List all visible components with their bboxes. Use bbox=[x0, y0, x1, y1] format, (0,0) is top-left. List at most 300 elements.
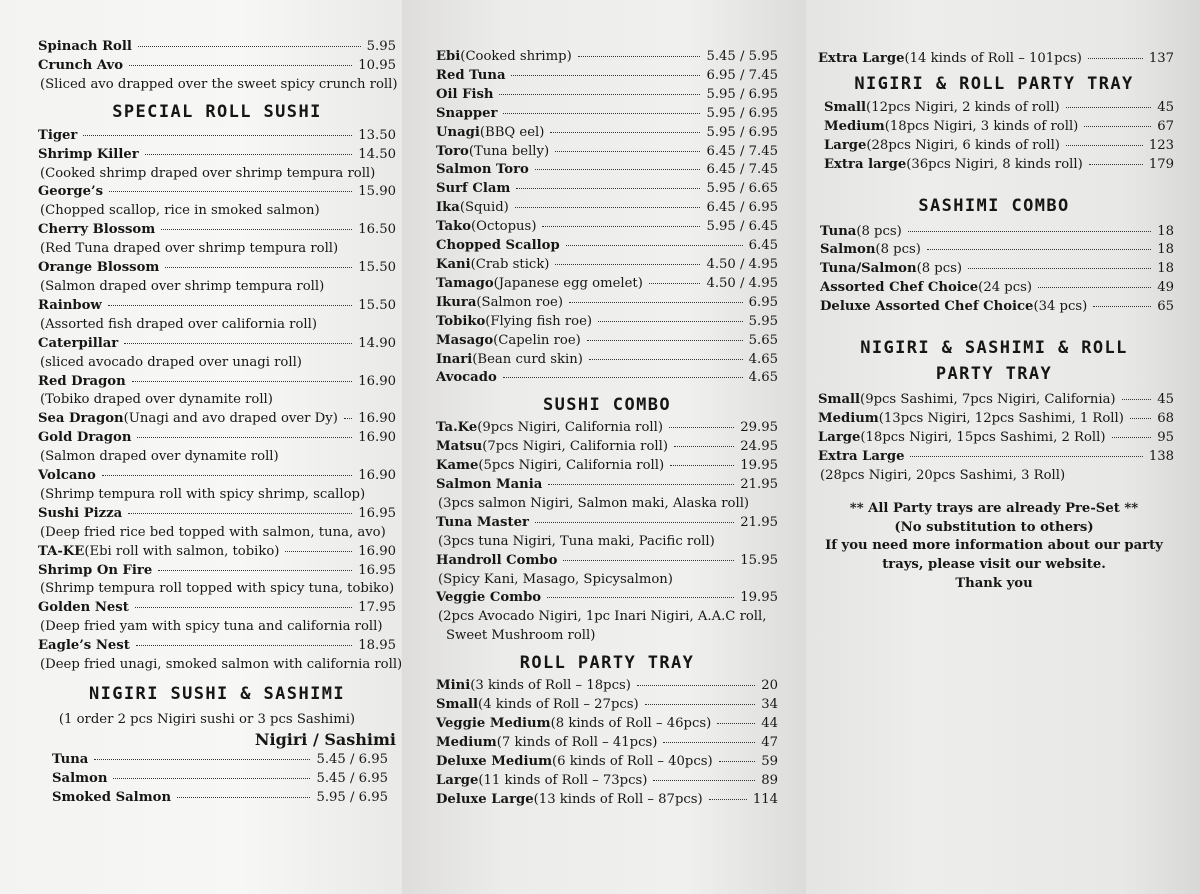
item-price: 16.90 bbox=[358, 430, 396, 446]
item-detail: (4 kinds of Roll – 27pcs) bbox=[478, 697, 639, 713]
leader-dots bbox=[566, 245, 743, 246]
leader-dots bbox=[535, 522, 734, 523]
item-price: 68 bbox=[1157, 410, 1174, 426]
item-detail: (9pcs Nigiri, California roll) bbox=[477, 420, 663, 436]
item-price: 95 bbox=[1157, 429, 1174, 445]
item-name: Medium bbox=[818, 410, 879, 426]
item-name: Golden Nest bbox=[38, 600, 129, 616]
menu-item bbox=[38, 57, 396, 76]
item-name: Rainbow bbox=[38, 297, 102, 313]
menu-item bbox=[38, 562, 396, 581]
item-name: Sea Dragon bbox=[38, 411, 124, 427]
item-price: 44 bbox=[761, 716, 778, 731]
item-detail: (BBQ eel) bbox=[479, 124, 545, 140]
menu-item bbox=[436, 67, 778, 86]
menu-item bbox=[38, 127, 396, 146]
item-name: Avocado bbox=[436, 370, 497, 386]
nigiri-column-header: Nigiri / Sashimi bbox=[254, 729, 396, 749]
item-name: Ebi bbox=[436, 49, 461, 64]
leader-dots bbox=[674, 446, 734, 447]
item-name: Toro bbox=[436, 143, 469, 159]
item-price: 14.50 bbox=[358, 146, 396, 162]
item-detail: (7pcs Nigiri, California roll) bbox=[482, 439, 668, 455]
menu-item bbox=[436, 369, 778, 388]
item-description: (Spicy Kani, Masago, Spicysalmon) bbox=[438, 571, 673, 587]
item-name: Tamago bbox=[436, 275, 494, 291]
item-description: (Red Tuna draped over shrimp tempura roll) bbox=[40, 241, 339, 257]
menu-item bbox=[436, 696, 778, 715]
item-description: (Assorted fish draped over california roll) bbox=[40, 316, 318, 332]
leader-dots bbox=[516, 188, 700, 189]
section-title-special-roll: SPECIAL ROLL SUSHI bbox=[112, 101, 322, 122]
item-name: Spinach Roll bbox=[38, 39, 132, 54]
item-name: Tuna Master bbox=[436, 514, 529, 530]
menu-item bbox=[52, 770, 388, 789]
item-name: Deluxe Assorted Chef Choice bbox=[820, 299, 1034, 315]
item-name: Small bbox=[436, 697, 479, 713]
item-price: 5.95 / 6.95 bbox=[706, 86, 778, 102]
section-title-nigiri-roll-tray: NIGIRI & ROLL PARTY TRAY bbox=[854, 73, 1134, 94]
item-price: 18 bbox=[1157, 261, 1174, 277]
item-price: 138 bbox=[1148, 448, 1174, 464]
leader-dots bbox=[1066, 107, 1152, 108]
menu-item bbox=[818, 391, 1174, 410]
item-description: (3pcs salmon Nigiri, Salmon maki, Alaska roll) bbox=[438, 495, 750, 511]
item-name: TA-KE bbox=[38, 543, 85, 559]
item-price: 20 bbox=[761, 678, 778, 694]
item-description: (Shrimp tempura roll topped with spicy tuna, tobiko) bbox=[40, 581, 395, 597]
leader-dots bbox=[709, 799, 747, 800]
menu-item bbox=[820, 260, 1174, 279]
item-name: Deluxe Large bbox=[436, 791, 534, 807]
leader-dots bbox=[136, 645, 352, 646]
item-detail: (11 kinds of Roll – 73pcs) bbox=[478, 772, 648, 788]
item-name: Volcano bbox=[38, 468, 96, 484]
item-name: Inari bbox=[436, 351, 473, 367]
leader-dots bbox=[1088, 58, 1143, 59]
leader-dots bbox=[503, 113, 700, 114]
leader-dots bbox=[548, 484, 734, 485]
item-name: Ta.Ke bbox=[436, 420, 478, 436]
note-line: Thank you bbox=[955, 576, 1033, 592]
item-name: Tiger bbox=[38, 127, 78, 143]
item-price: 15.50 bbox=[358, 297, 396, 313]
note-line: If you need more information about our party bbox=[825, 538, 1163, 554]
menu-item bbox=[436, 438, 778, 457]
menu-panel-left bbox=[0, 0, 402, 894]
leader-dots bbox=[499, 94, 700, 95]
menu-item bbox=[436, 199, 778, 218]
nigiri-note: (1 order 2 pcs Nigiri sushi or 3 pcs Sashimi) bbox=[58, 712, 356, 727]
item-name: Surf Clam bbox=[436, 181, 511, 197]
leader-dots bbox=[161, 229, 352, 230]
item-name: Salmon bbox=[820, 242, 876, 258]
menu-item bbox=[38, 183, 396, 202]
menu-item bbox=[436, 256, 778, 275]
item-detail: (Unagi and avo draped over Dy) bbox=[123, 411, 338, 427]
item-name: George’s bbox=[38, 184, 104, 200]
item-name: Sushi Pizza bbox=[38, 505, 123, 521]
item-name: Masago bbox=[436, 332, 494, 348]
item-name: Large bbox=[436, 772, 479, 788]
item-price: 5.95 / 6.95 bbox=[316, 789, 388, 805]
menu-item bbox=[38, 38, 396, 57]
roll-party-tray-list bbox=[436, 677, 778, 809]
item-name: Chopped Scallop bbox=[436, 238, 560, 254]
item-description: (Shrimp tempura roll with spicy shrimp, scallop) bbox=[40, 486, 366, 502]
item-name: Handroll Combo bbox=[436, 552, 558, 568]
item-price: 45 bbox=[1157, 392, 1174, 408]
item-name: Medium bbox=[436, 734, 497, 750]
item-name: Red Dragon bbox=[38, 373, 126, 389]
item-price: 29.95 bbox=[740, 420, 778, 436]
note-line: (No substitution to others) bbox=[894, 519, 1094, 535]
leader-dots bbox=[132, 381, 353, 382]
item-price: 5.95 bbox=[748, 313, 778, 329]
menu-item bbox=[436, 589, 778, 608]
sashimi-combo-list bbox=[814, 223, 1174, 318]
leader-dots bbox=[1089, 164, 1143, 165]
item-price: 5.95 / 6.65 bbox=[706, 181, 778, 197]
menu-item bbox=[824, 118, 1174, 137]
item-price: 16.95 bbox=[358, 562, 396, 578]
leader-dots bbox=[108, 305, 352, 306]
section-title-party-tray: PARTY TRAY bbox=[935, 364, 1053, 385]
item-name: Smoked Salmon bbox=[52, 789, 172, 805]
menu-item bbox=[436, 715, 778, 734]
leader-dots bbox=[129, 65, 352, 66]
item-name: Extra Large bbox=[818, 448, 905, 464]
item-name: Medium bbox=[824, 118, 885, 134]
item-price: 6.45 bbox=[748, 238, 778, 254]
item-detail: (Japanese egg omelet) bbox=[493, 275, 643, 291]
leader-dots bbox=[113, 778, 310, 779]
menu-item bbox=[436, 86, 778, 105]
item-price: 47 bbox=[761, 734, 778, 750]
item-name: Veggie Medium bbox=[436, 716, 551, 731]
item-detail: (28pcs Nigiri, 6 kinds of roll) bbox=[866, 137, 1060, 153]
item-price: 179 bbox=[1148, 156, 1174, 172]
section-title-roll-party-tray: ROLL PARTY TRAY bbox=[519, 653, 695, 674]
item-price: 15.50 bbox=[358, 260, 396, 276]
item-detail: (36pcs Nigiri, 8 kinds roll) bbox=[906, 156, 1083, 172]
top-items bbox=[38, 38, 396, 95]
leader-dots bbox=[137, 437, 352, 438]
item-price: 4.50 / 4.95 bbox=[706, 256, 778, 272]
section-title-nigiri-sashimi-roll: NIGIRI & SASHIMI & ROLL bbox=[860, 338, 1128, 359]
item-detail: (12pcs Nigiri, 2 kinds of roll) bbox=[866, 99, 1060, 115]
item-price: 123 bbox=[1148, 137, 1174, 153]
leader-dots bbox=[535, 169, 701, 170]
item-name: Tobiko bbox=[436, 313, 486, 329]
item-detail: (18pcs Nigiri, 3 kinds of roll) bbox=[884, 118, 1079, 134]
item-description: (Chopped scallop, rice in smoked salmon) bbox=[40, 203, 320, 219]
menu-item bbox=[436, 161, 778, 180]
item-price: 4.65 bbox=[748, 351, 778, 367]
item-price: 18.95 bbox=[358, 638, 396, 654]
item-price: 18 bbox=[1157, 223, 1174, 239]
item-price: 16.50 bbox=[358, 222, 396, 238]
item-name: Ikura bbox=[436, 294, 477, 310]
item-description: (Cooked shrimp draped over shrimp tempura roll) bbox=[40, 165, 376, 181]
item-price: 10.95 bbox=[358, 57, 396, 73]
leader-dots bbox=[717, 723, 755, 724]
item-description: (28pcs Nigiri, 20pcs Sashimi, 3 Roll) bbox=[820, 467, 1066, 483]
menu-item bbox=[38, 467, 396, 486]
item-price: 16.90 bbox=[358, 468, 396, 484]
menu-item bbox=[818, 448, 1174, 467]
item-price: 24.95 bbox=[740, 439, 778, 455]
item-name: Matsu bbox=[436, 439, 483, 455]
menu-panel-middle bbox=[402, 0, 806, 894]
leader-dots bbox=[589, 359, 743, 360]
menu-item bbox=[38, 297, 396, 316]
menu-item bbox=[436, 514, 778, 533]
item-name: Kame bbox=[436, 458, 479, 474]
item-detail: (34 pcs) bbox=[1033, 299, 1088, 315]
leader-dots bbox=[138, 46, 361, 47]
item-detail: (18pcs Nigiri, 15pcs Sashimi, 2 Roll) bbox=[860, 429, 1106, 445]
item-name: Unagi bbox=[436, 124, 480, 140]
leader-dots bbox=[637, 685, 755, 686]
item-price: 19.95 bbox=[740, 590, 778, 606]
menu-item bbox=[38, 637, 396, 656]
menu-item bbox=[436, 332, 778, 351]
leader-dots bbox=[135, 607, 352, 608]
leader-dots bbox=[511, 75, 700, 76]
menu-item bbox=[820, 279, 1174, 298]
menu-item bbox=[38, 410, 396, 429]
leader-dots bbox=[344, 418, 352, 419]
menu-item bbox=[436, 753, 778, 772]
item-price: 67 bbox=[1157, 118, 1174, 134]
leader-dots bbox=[177, 797, 310, 798]
leader-dots bbox=[109, 191, 352, 192]
nigiri-roll-tray-list bbox=[814, 99, 1174, 175]
leader-dots bbox=[1038, 287, 1151, 288]
menu-item bbox=[38, 335, 396, 354]
item-price: 4.50 / 4.95 bbox=[706, 275, 778, 291]
leader-dots bbox=[587, 340, 743, 341]
menu-item bbox=[436, 143, 778, 162]
leader-dots bbox=[578, 56, 701, 57]
party-tray-notes bbox=[814, 500, 1174, 595]
item-price: 16.90 bbox=[358, 411, 396, 427]
item-name: Small bbox=[818, 392, 861, 408]
item-name: Extra Large bbox=[818, 51, 905, 66]
item-detail: (3 kinds of Roll – 18pcs) bbox=[470, 678, 631, 694]
item-name: Tuna/Salmon bbox=[820, 261, 917, 277]
leader-dots bbox=[83, 135, 352, 136]
item-name: Caterpillar bbox=[38, 335, 119, 351]
menu-item bbox=[818, 410, 1174, 429]
item-name: Mini bbox=[436, 678, 471, 694]
item-name: Gold Dragon bbox=[38, 430, 132, 446]
item-price: 15.90 bbox=[358, 184, 396, 200]
menu-item bbox=[436, 180, 778, 199]
menu-item bbox=[436, 552, 778, 571]
leader-dots bbox=[968, 268, 1151, 269]
menu-item bbox=[824, 99, 1174, 118]
item-name: Small bbox=[824, 99, 867, 115]
item-detail: (8 pcs) bbox=[856, 223, 902, 239]
menu-item bbox=[52, 789, 388, 808]
leader-dots bbox=[927, 249, 1151, 250]
leader-dots bbox=[1084, 126, 1151, 127]
menu-item bbox=[38, 373, 396, 392]
menu-item bbox=[436, 124, 778, 143]
item-description: (Sliced avo drapped over the sweet spicy crunch roll) bbox=[40, 76, 398, 92]
leader-dots bbox=[555, 264, 700, 265]
item-price: 5.45 / 6.95 bbox=[316, 770, 388, 786]
item-price: 5.95 / 6.95 bbox=[706, 124, 778, 140]
leader-dots bbox=[645, 704, 756, 705]
menu-item bbox=[436, 294, 778, 313]
leader-dots bbox=[102, 475, 352, 476]
item-description: Sweet Mushroom roll) bbox=[446, 628, 596, 644]
menu-item bbox=[820, 241, 1174, 260]
item-detail: (6 kinds of Roll – 40pcs) bbox=[552, 753, 713, 769]
item-name: Oil Fish bbox=[436, 86, 494, 102]
item-name: Cherry Blossom bbox=[38, 222, 156, 238]
menu-item bbox=[436, 772, 778, 791]
item-name: Tuna bbox=[52, 751, 89, 767]
item-price: 6.45 / 7.45 bbox=[706, 162, 778, 178]
nigiri-list bbox=[38, 751, 396, 808]
nigiri-sashimi-roll-tray-list bbox=[814, 391, 1174, 486]
menu-item bbox=[38, 505, 396, 524]
leader-dots bbox=[1122, 399, 1152, 400]
item-name: Salmon Toro bbox=[436, 162, 529, 178]
item-name: Red Tuna bbox=[436, 67, 506, 83]
leader-dots bbox=[94, 759, 310, 760]
leader-dots bbox=[165, 267, 352, 268]
item-name: Crunch Avo bbox=[38, 57, 123, 73]
item-price: 4.65 bbox=[748, 370, 778, 386]
leader-dots bbox=[547, 597, 734, 598]
item-detail: (Cooked shrimp) bbox=[460, 49, 572, 64]
item-description: (2pcs Avocado Nigiri, 1pc Inari Nigiri, A.A.C roll, bbox=[438, 609, 767, 625]
item-price: 16.90 bbox=[358, 373, 396, 389]
menu-item bbox=[436, 48, 778, 67]
item-name: Assorted Chef Choice bbox=[820, 280, 979, 296]
item-price: 21.95 bbox=[740, 477, 778, 493]
item-price: 21.95 bbox=[740, 514, 778, 530]
item-price: 137 bbox=[1148, 51, 1174, 66]
leader-dots bbox=[515, 207, 701, 208]
item-price: 59 bbox=[761, 753, 778, 769]
leader-dots bbox=[1112, 437, 1152, 438]
item-detail: (13pcs Nigiri, 12pcs Sashimi, 1 Roll) bbox=[878, 410, 1124, 426]
item-price: 5.95 / 6.95 bbox=[706, 105, 778, 121]
leader-dots bbox=[550, 132, 700, 133]
note-line: ** All Party trays are already Pre-Set ** bbox=[849, 500, 1139, 516]
item-price: 13.50 bbox=[358, 127, 396, 143]
item-detail: (24 pcs) bbox=[978, 280, 1033, 296]
item-name: Orange Blossom bbox=[38, 260, 160, 276]
item-name: Shrimp On Fire bbox=[38, 562, 153, 578]
leader-dots bbox=[158, 570, 352, 571]
menu-item bbox=[436, 313, 778, 332]
section-title-nigiri: NIGIRI SUSHI & SASHIMI bbox=[89, 684, 345, 704]
menu-item bbox=[436, 791, 778, 810]
menu-item bbox=[38, 599, 396, 618]
special-roll-list bbox=[38, 127, 402, 675]
menu-item bbox=[436, 476, 778, 495]
item-name: Tako bbox=[436, 219, 472, 235]
item-detail: (Ebi roll with salmon, tobiko) bbox=[84, 543, 280, 559]
menu-item bbox=[436, 105, 778, 124]
leader-dots bbox=[285, 551, 352, 552]
item-detail: (8 pcs) bbox=[875, 242, 921, 258]
item-price: 15.95 bbox=[740, 552, 778, 568]
leader-dots bbox=[598, 321, 743, 322]
leader-dots bbox=[1066, 145, 1143, 146]
menu-item bbox=[818, 429, 1174, 448]
item-description: (Salmon draped over shrimp tempura roll) bbox=[40, 278, 325, 294]
menu-item bbox=[38, 429, 396, 448]
item-name: Shrimp Killer bbox=[38, 146, 139, 162]
leader-dots bbox=[719, 761, 756, 762]
leader-dots bbox=[128, 513, 352, 514]
section-title-sashimi-combo: SASHIMI COMBO bbox=[918, 195, 1070, 216]
menu-item bbox=[814, 50, 1174, 69]
item-price: 18 bbox=[1157, 242, 1174, 258]
menu-item bbox=[824, 137, 1174, 156]
item-name: Ika bbox=[436, 200, 460, 216]
leader-dots bbox=[124, 343, 352, 344]
item-detail: (Capelin roe) bbox=[493, 332, 581, 348]
leader-dots bbox=[145, 154, 353, 155]
item-price: 5.95 / 6.45 bbox=[706, 219, 778, 235]
leader-dots bbox=[563, 560, 734, 561]
leader-dots bbox=[503, 377, 743, 378]
item-price: 5.95 bbox=[366, 39, 396, 54]
menu-item bbox=[436, 275, 778, 294]
item-price: 6.95 bbox=[748, 294, 778, 310]
item-description: (Salmon draped over dynamite roll) bbox=[40, 449, 279, 465]
menu-item bbox=[38, 146, 396, 165]
leader-dots bbox=[653, 780, 755, 781]
item-name: Salmon bbox=[52, 770, 108, 786]
item-description: (Tobiko draped over dynamite roll) bbox=[40, 392, 273, 408]
item-detail: (Bean curd skin) bbox=[472, 351, 583, 367]
leader-dots bbox=[569, 302, 743, 303]
item-description: (Deep fried yam with spicy tuna and california roll) bbox=[40, 619, 383, 635]
leader-dots bbox=[910, 456, 1142, 457]
item-name: Large bbox=[818, 429, 861, 445]
item-price: 19.95 bbox=[740, 458, 778, 474]
item-price: 5.45 / 5.95 bbox=[706, 49, 778, 64]
leader-dots bbox=[542, 226, 700, 227]
item-name: Tuna bbox=[820, 223, 857, 239]
leader-dots bbox=[1093, 306, 1151, 307]
item-price: 16.90 bbox=[358, 543, 396, 559]
menu-item bbox=[436, 218, 778, 237]
item-price: 5.45 / 6.95 bbox=[316, 751, 388, 767]
item-price: 6.95 / 7.45 bbox=[706, 67, 778, 83]
item-description: (3pcs tuna Nigiri, Tuna maki, Pacific roll) bbox=[438, 533, 715, 549]
leader-dots bbox=[908, 231, 1151, 232]
item-detail: (Tuna belly) bbox=[468, 143, 550, 159]
item-price: 45 bbox=[1157, 99, 1174, 115]
item-price: 14.90 bbox=[358, 335, 396, 351]
menu-item bbox=[38, 221, 396, 240]
sushi-combo-list bbox=[436, 419, 778, 646]
menu-item bbox=[38, 259, 396, 278]
item-price: 6.45 / 7.45 bbox=[706, 143, 778, 159]
item-description: (sliced avocado draped over unagi roll) bbox=[40, 354, 302, 370]
